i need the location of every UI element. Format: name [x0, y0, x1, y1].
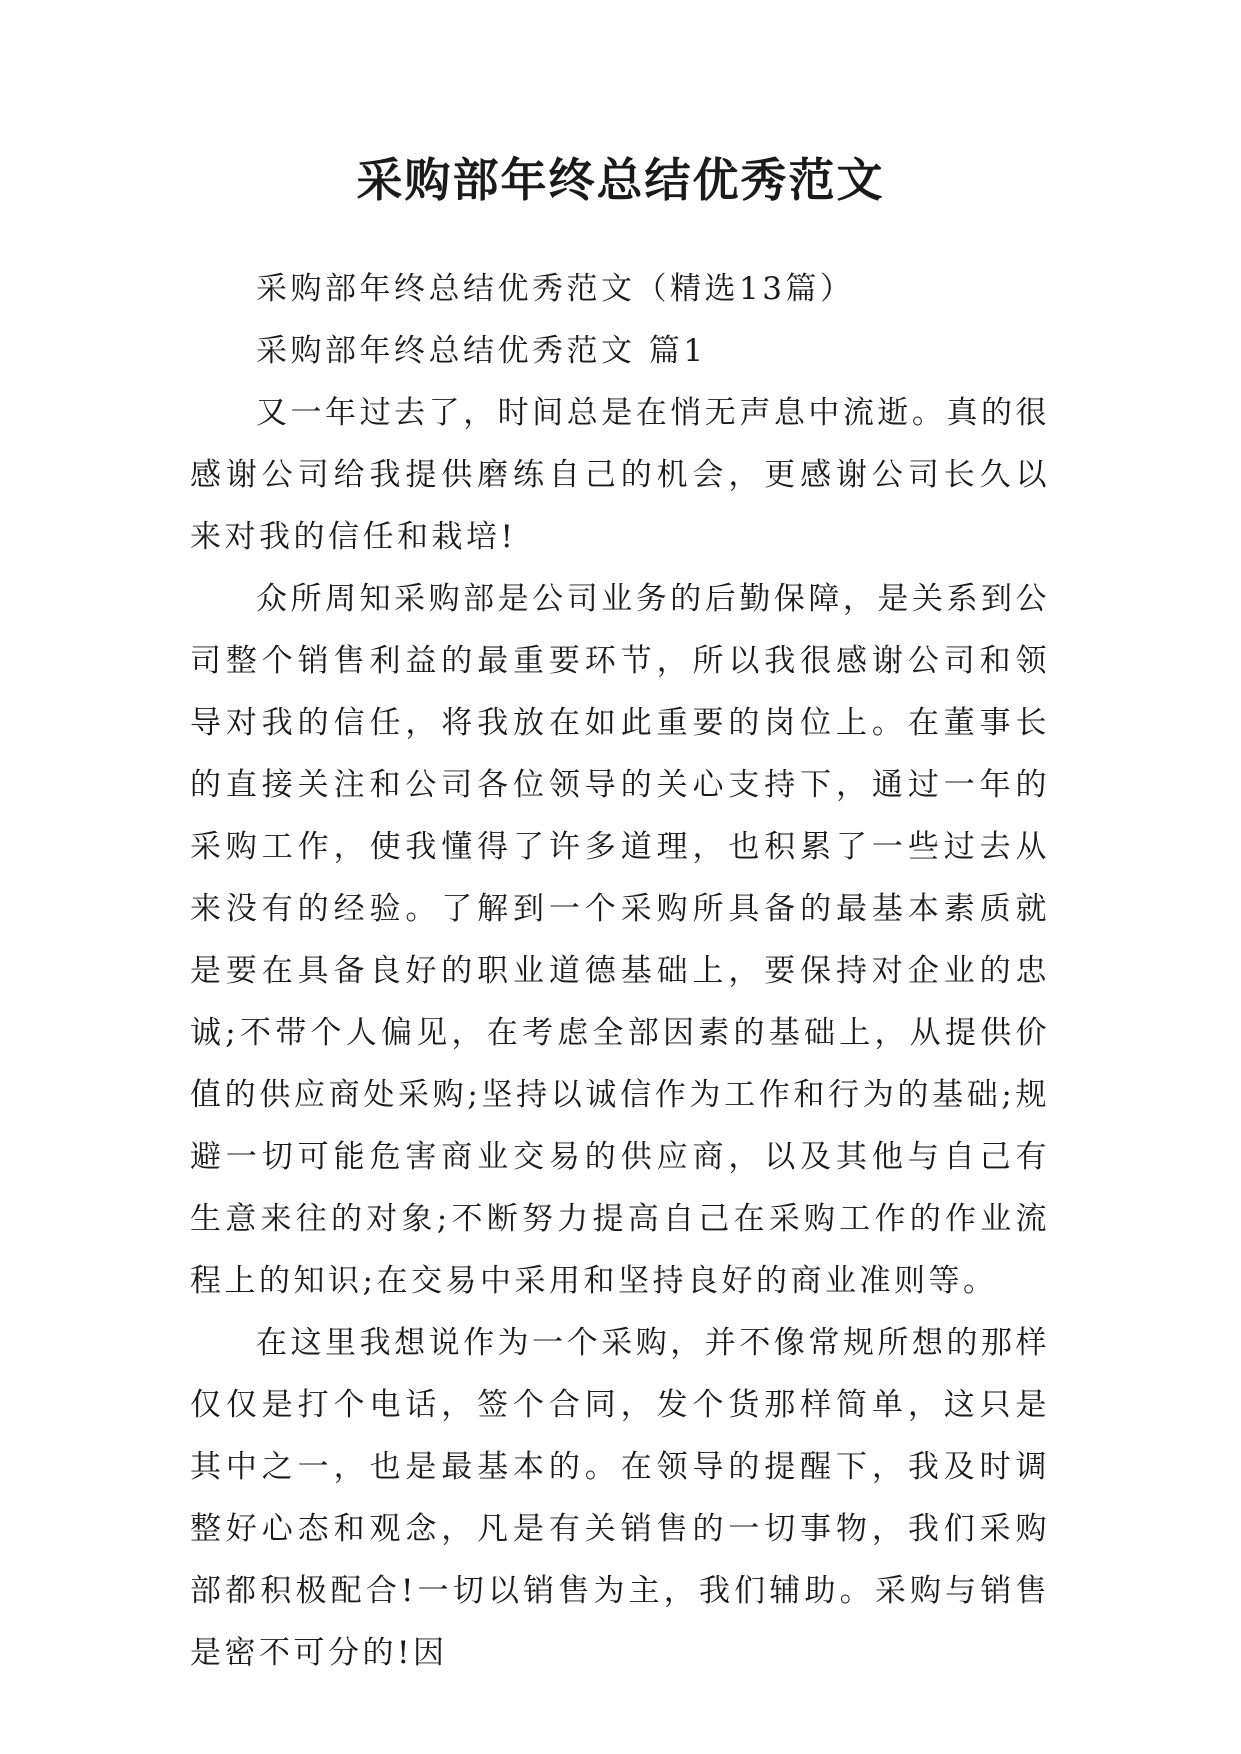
subtitle-paragraph: 采购部年终总结优秀范文（精选13篇）: [256, 271, 855, 307]
section-heading: 采购部年终总结优秀范文 篇1: [256, 333, 707, 369]
document-title: 采购部年终总结优秀范文: [356, 153, 885, 207]
body-paragraph: 众所周知采购部是公司业务的后勤保障，是关系到公司整个销售利益的最重要环节，所以我很感谢公司和领导对我的信任，将我放在如此重要的岗位上。在董事长的直接关注和公司各位领导的关心支持下，通过一年的采购工作，使我懂得了许多道理，也积累了一些过去从来没有的经验。了解到一个采购所具备的最基本素质就是要在具备良好的职业道德基础上，要保持对企业的忠诚;不带个人偏见，在考虑全部因素的基础上，从提供价值的供应商处采购;坚持以诚信作为工作和行为的基础;规避一切可能危害商业交易的供应商，以及其他与自己有生意来往的对象;不断努力提高自己在采购工作的作业流程上的知识;在交易中采用和坚持良好的商业准则等。: [190, 581, 1050, 1299]
body-paragraph: 又一年过去了，时间总是在悄无声息中流逝。真的很感谢公司给我提供磨练自己的机会，更感谢公司长久以来对我的信任和栽培!: [190, 395, 1050, 555]
body-paragraph: 在这里我想说作为一个采购，并不像常规所想的那样仅仅是打个电话，签个合同，发个货那样简单，这只是其中之一，也是最基本的。在领导的提醒下，我及时调整好心态和观念，凡是有关销售的一切事物，我们采购部都积极配合!一切以销售为主，我们辅助。采购与销售是密不可分的!因: [190, 1325, 1050, 1671]
document-body: [190, 258, 1050, 1684]
